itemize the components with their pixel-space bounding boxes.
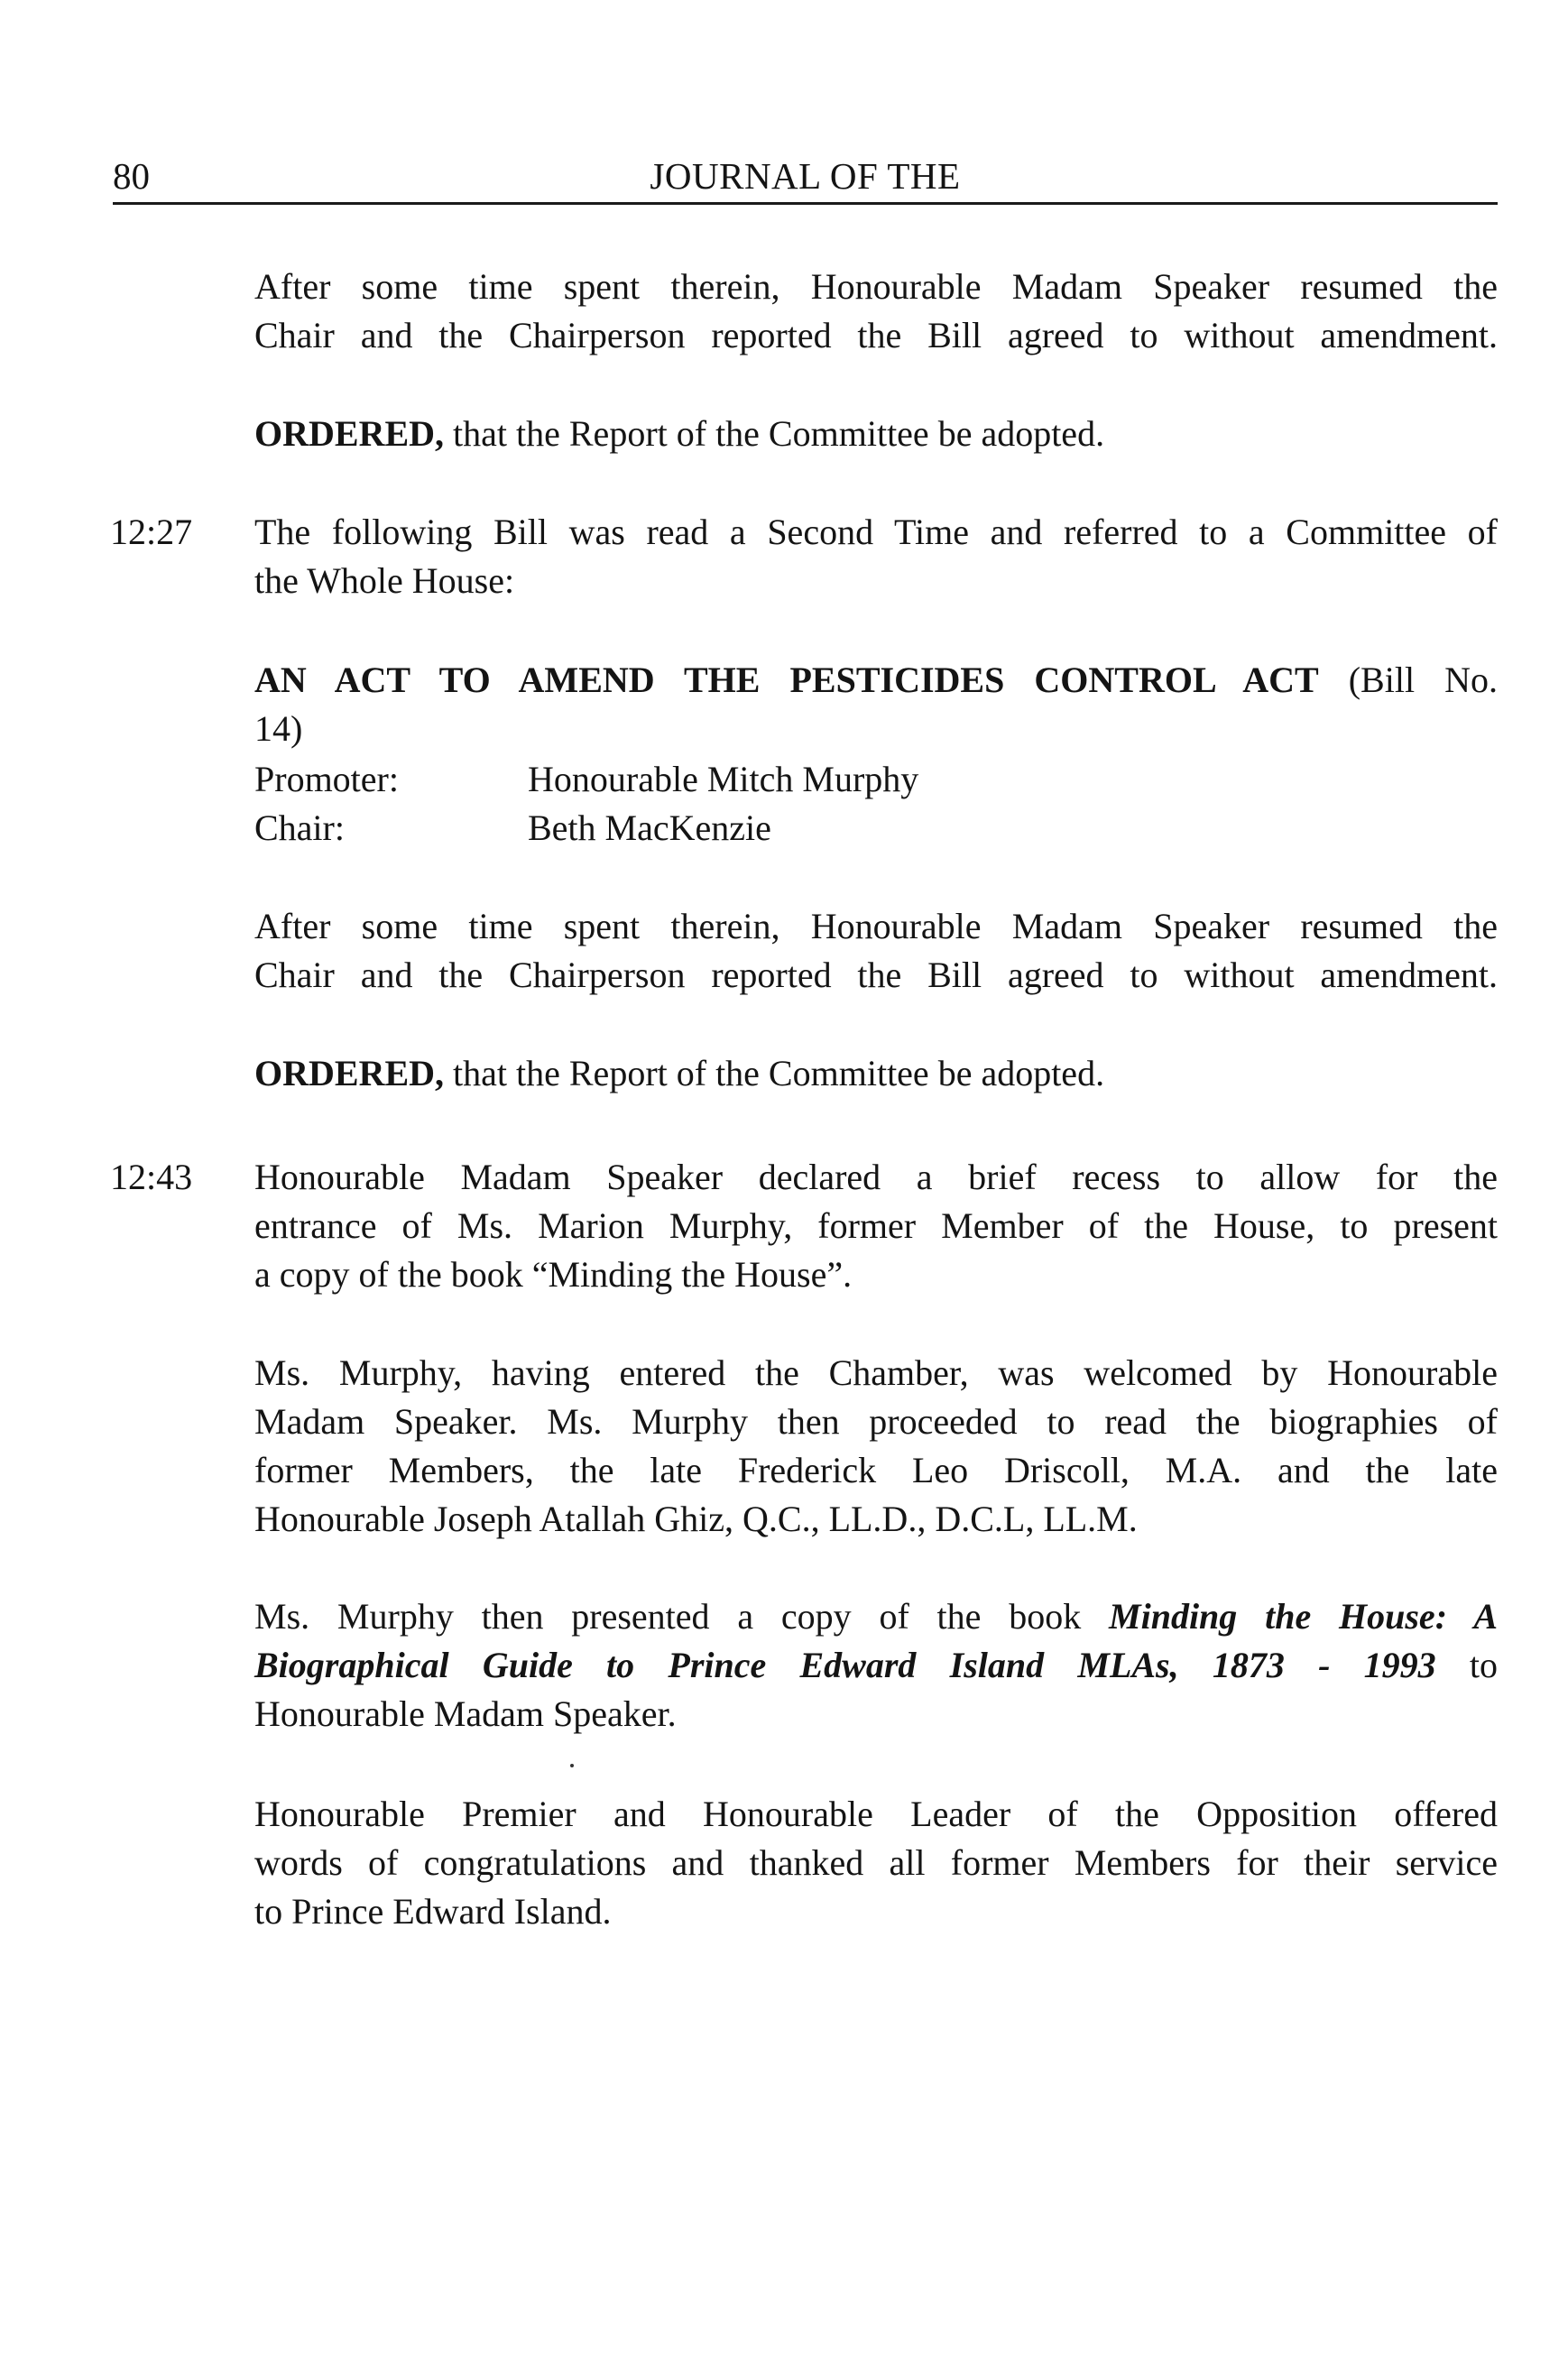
print-speck bbox=[570, 1764, 574, 1767]
paragraph-line: Honourable Joseph Atallah Ghiz, Q.C., LL.D., D.C.L, LL.M. bbox=[254, 1499, 1138, 1539]
promoter-name: Honourable Mitch Murphy bbox=[528, 759, 919, 799]
committee-report-paragraph bbox=[254, 902, 1498, 1000]
ordered-lead: ORDERED, bbox=[254, 413, 445, 454]
page-number: 80 bbox=[113, 155, 150, 197]
time-stamp: 12:27 bbox=[110, 512, 193, 552]
biographies-paragraph bbox=[254, 1349, 1498, 1544]
paragraph-line: After some time spent therein, Honourable Madam Speaker resumed the bbox=[254, 906, 1498, 946]
paragraph-line: a copy of the book “Minding the House”. bbox=[254, 1254, 853, 1295]
presentation-text: to bbox=[1435, 1645, 1498, 1685]
paragraph-line: The following Bill was read a Second Time and referred to a Committee of bbox=[254, 512, 1498, 552]
paragraph-line: former Members, the late Frederick Leo Driscoll, M.A. and the late bbox=[254, 1450, 1498, 1490]
paragraph-line bbox=[254, 1641, 1498, 1690]
paragraph-line bbox=[254, 1592, 1498, 1641]
ordered-lead: ORDERED, bbox=[254, 1053, 445, 1093]
running-head: JOURNAL OF THE bbox=[650, 155, 961, 197]
presentation-text: Ms. Murphy then presented a copy of the book bbox=[254, 1596, 1110, 1637]
ordered-text: that the Report of the Committee be adopted. bbox=[444, 413, 1105, 454]
bill-number-start: (Bill No. bbox=[1318, 660, 1499, 700]
recess-paragraph bbox=[254, 1153, 1498, 1299]
book-presentation-paragraph bbox=[254, 1592, 1498, 1739]
ordered-statement bbox=[254, 1049, 1498, 1098]
header-rule bbox=[113, 202, 1498, 205]
paragraph-line: After some time spent therein, Honourable Madam Speaker resumed the bbox=[254, 266, 1498, 307]
committee-report-paragraph bbox=[254, 263, 1498, 360]
book-title: Minding the House: A bbox=[1109, 1596, 1498, 1637]
bill-title bbox=[254, 656, 1498, 753]
promoter-label: Promoter: bbox=[254, 759, 399, 799]
paragraph-line: Honourable Premier and Honourable Leader of the Opposition offered bbox=[254, 1794, 1498, 1834]
chair-name: Beth MacKenzie bbox=[528, 807, 771, 848]
bill-number-end: 14) bbox=[254, 708, 303, 749]
paragraph-line: Honourable Madam Speaker declared a brief recess to allow for the bbox=[254, 1157, 1498, 1197]
paragraph-line: Honourable Madam Speaker. bbox=[254, 1693, 677, 1734]
paragraph-line: to Prince Edward Island. bbox=[254, 1891, 612, 1932]
paragraph-line: Chair and the Chairperson reported the Bill agreed to without amendment. bbox=[254, 955, 1498, 995]
book-subtitle: Biographical Guide to Prince Edward Island MLAs, 1873 - 1993 bbox=[254, 1645, 1436, 1685]
paragraph-line: Madam Speaker. Ms. Murphy then proceeded to read the biographies of bbox=[254, 1401, 1498, 1442]
paragraph-line: the Whole House: bbox=[254, 560, 515, 601]
time-stamp: 12:43 bbox=[110, 1157, 193, 1197]
paragraph-line: Ms. Murphy, having entered the Chamber, was welcomed by Honourable bbox=[254, 1352, 1498, 1393]
paragraph-line: words of congratulations and thanked all former Members for their service bbox=[254, 1842, 1498, 1883]
paragraph-line: Chair and the Chairperson reported the Bill agreed to without amendment. bbox=[254, 315, 1498, 355]
page-header bbox=[113, 153, 1498, 200]
chair-label: Chair: bbox=[254, 807, 345, 848]
bill-name: AN ACT TO AMEND THE PESTICIDES CONTROL ACT bbox=[254, 660, 1319, 700]
ordered-statement bbox=[254, 410, 1498, 458]
ordered-text: that the Report of the Committee be adopted. bbox=[444, 1053, 1105, 1093]
second-reading-paragraph bbox=[254, 508, 1498, 605]
congratulations-paragraph bbox=[254, 1790, 1498, 1936]
bill-title-line bbox=[254, 656, 1498, 705]
paragraph-line: entrance of Ms. Marion Murphy, former Member of the House, to present bbox=[254, 1205, 1498, 1246]
